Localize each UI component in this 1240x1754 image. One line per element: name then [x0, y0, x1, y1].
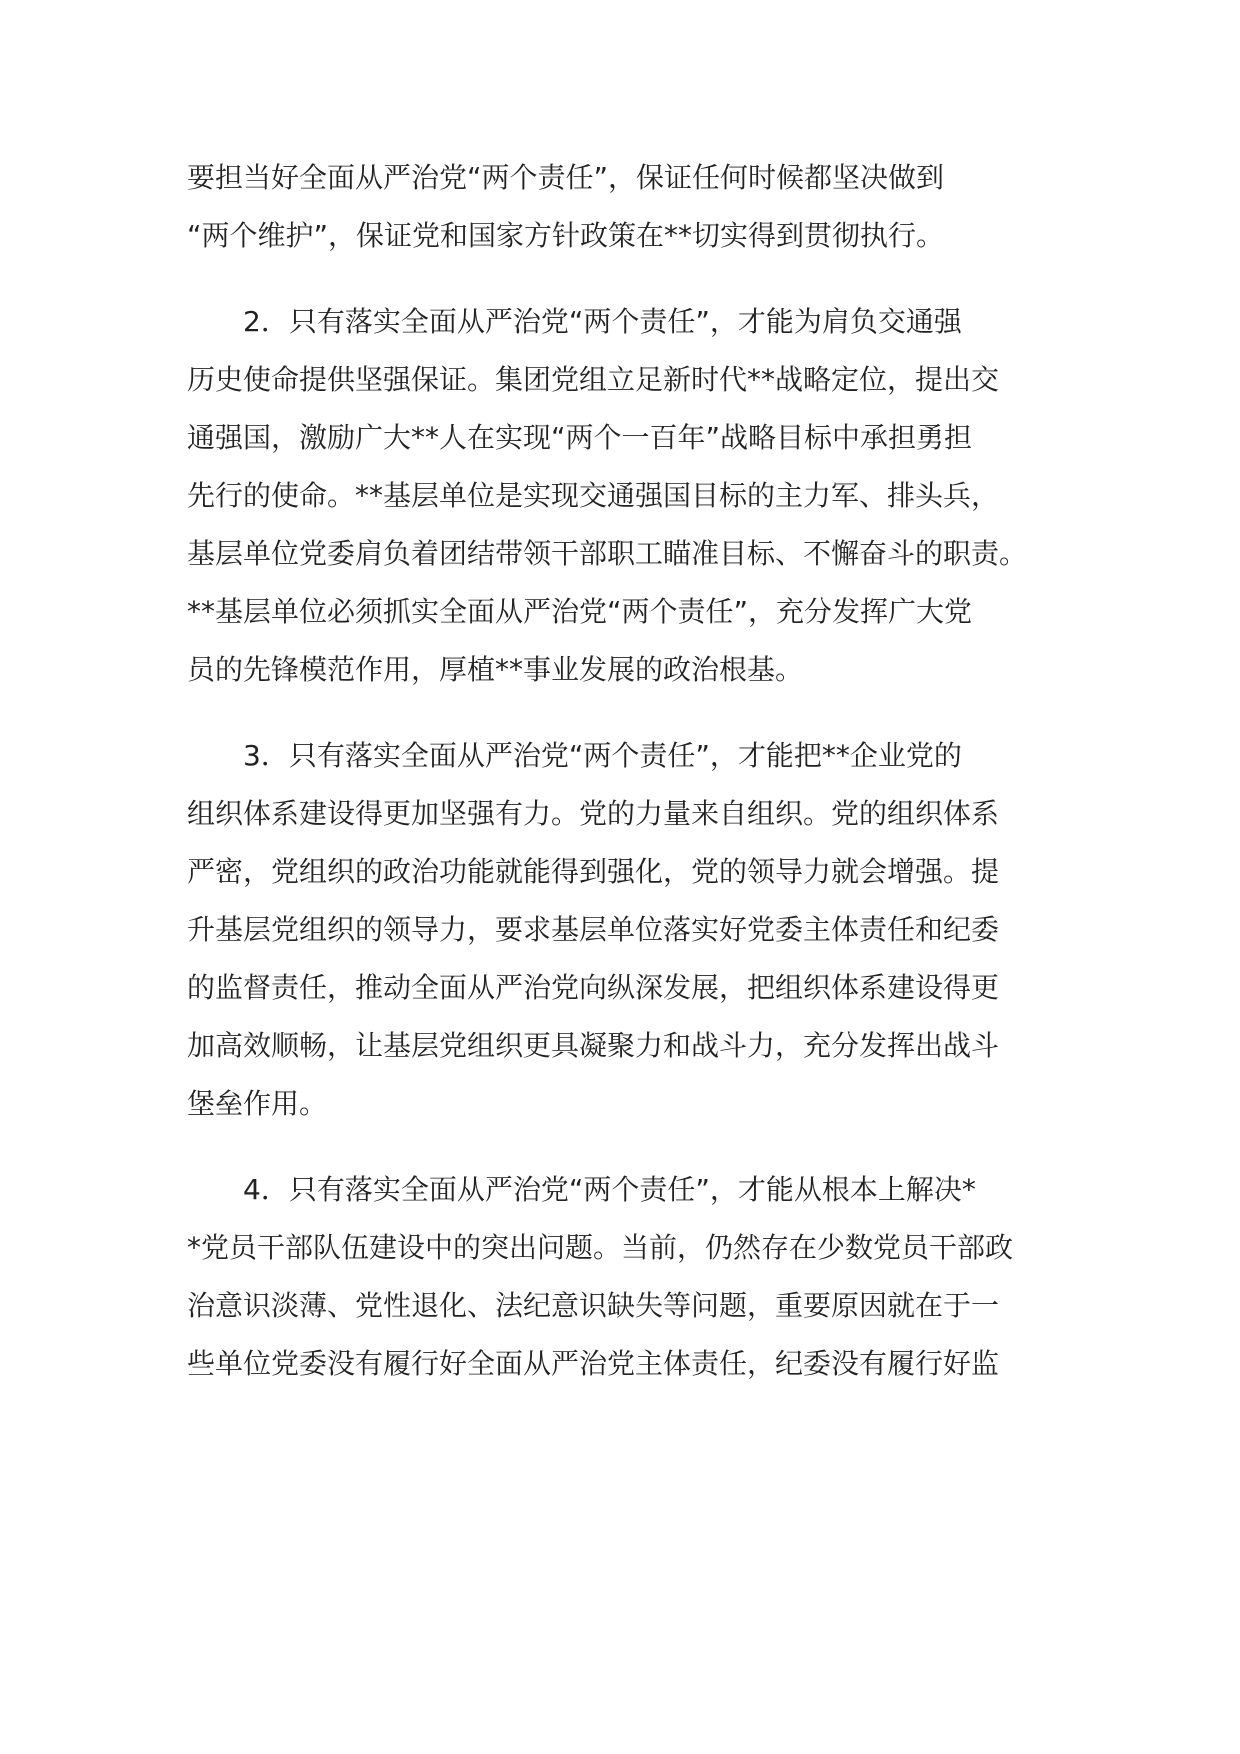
text-line: 升基层党组织的领导力，要求基层单位落实好党委主体责任和纪委 — [187, 913, 1000, 946]
text-line: 先行的使命。**基层单位是实现交通强国目标的主力军、排头兵， — [187, 479, 1000, 512]
paragraph-3-first-line: 3．只有落实全面从严治党“两个责任”，才能把**企业党的 — [243, 739, 962, 772]
text-line: 通强国，激励广大**人在实现“两个一百年”战略目标中承担勇担 — [187, 421, 973, 454]
text-line: 的监督责任，推动全面从严治党向纵深发展，把组织体系建设得更 — [187, 971, 1000, 1004]
text-line: 加高效顺畅，让基层党组织更具凝聚力和战斗力，充分发挥出战斗 — [187, 1029, 1000, 1062]
text-line: 员的先锋模范作用，厚植**事业发展的政治根基。 — [187, 653, 804, 686]
paragraph-4-first-line: 4．只有落实全面从严治党“两个责任”，才能从根本上解决* — [243, 1173, 976, 1206]
text-line: “两个维护”，保证党和国家方针政策在**切实得到贯彻执行。 — [187, 219, 945, 252]
text-line: 些单位党委没有履行好全面从严治党主体责任，纪委没有履行好监 — [187, 1347, 1000, 1380]
text-line: 要担当好全面从严治党“两个责任”，保证任何时候都坚决做到 — [187, 161, 945, 194]
text-line: 基层单位党委肩负着团结带领干部职工瞄准目标、不懈奋斗的职责。 — [187, 537, 1028, 570]
text-line: 严密，党组织的政治功能就能得到强化，党的领导力就会增强。提 — [187, 855, 1000, 888]
paragraph-2-first-line: 2．只有落实全面从严治党“两个责任”，才能为肩负交通强 — [243, 305, 962, 338]
text-line: 治意识淡薄、党性退化、法纪意识缺失等问题，重要原因就在于一 — [187, 1289, 1000, 1322]
text-line: 历史使命提供坚强保证。集团党组立足新时代**战略定位，提出交 — [187, 363, 1000, 396]
text-line: *党员干部队伍建设中的突出问题。当前，仍然存在少数党员干部政 — [187, 1231, 1014, 1264]
text-line: **基层单位必须抓实全面从严治党“两个责任”，充分发挥广大党 — [187, 595, 973, 628]
text-line: 组织体系建设得更加坚强有力。党的力量来自组织。党的组织体系 — [187, 797, 1000, 830]
text-line: 堡垒作用。 — [187, 1087, 328, 1120]
